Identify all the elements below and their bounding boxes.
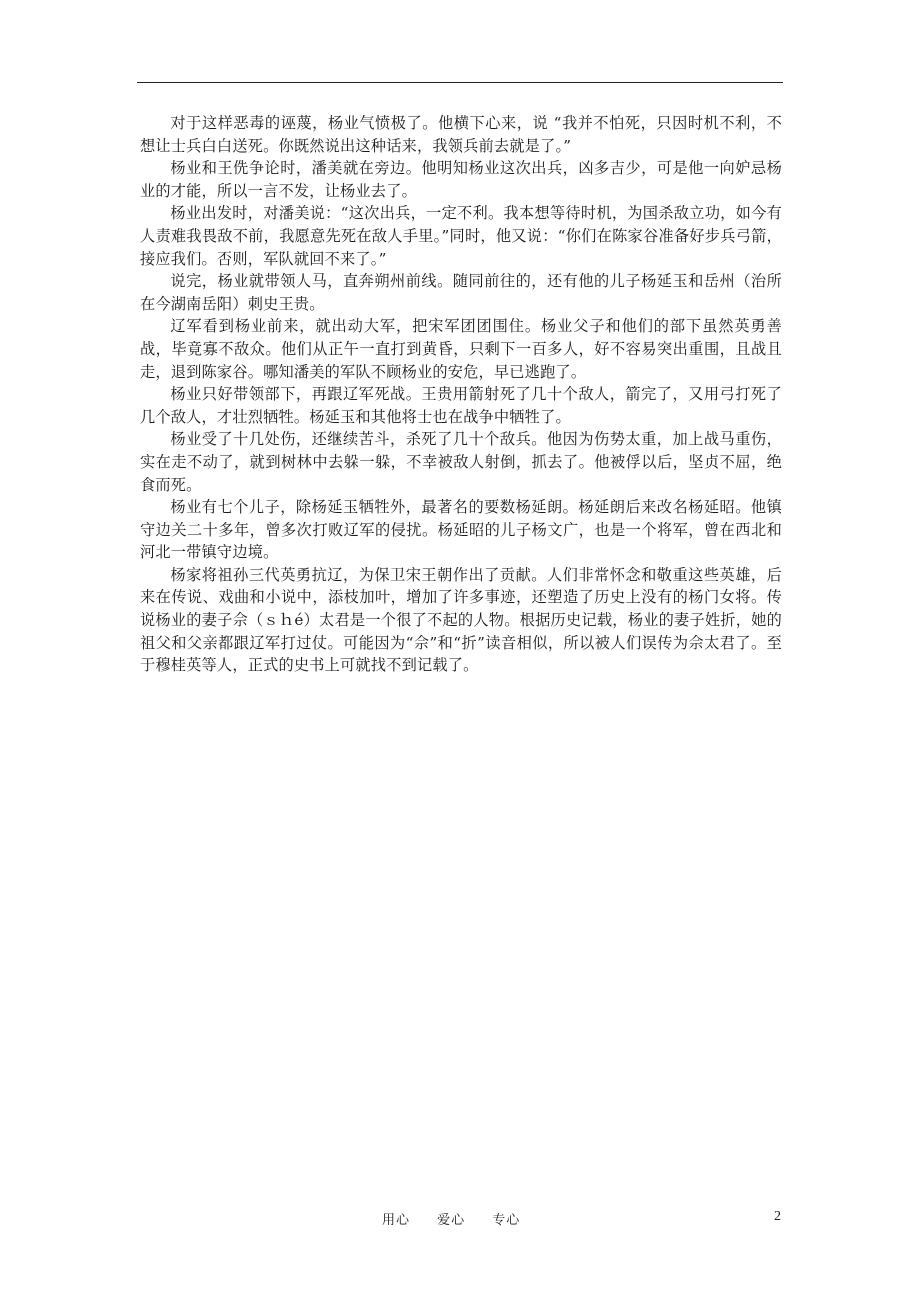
- document-body: [140, 112, 782, 677]
- paragraph: 杨业出发时，对潘美说：“这次出兵，一定不利。我本想等待时机，为国杀敌立功，如今有人责难我畏敌不前，我愿意先死在敌人手里。”同时，他又说：“你们在陈家谷准备好步兵弓箭，接应我们。否则，军队就回不来了。”: [140, 204, 782, 268]
- paragraph: 杨业有七个儿子，除杨延玉牺牲外，最著名的要数杨延朗。杨延朗后来改名杨延昭。他镇守边关二十多年，曾多次打败辽军的侵扰。杨延昭的儿子杨文广，也是一个将军，曾在西北和河北一带镇守边境。: [140, 498, 782, 562]
- header-rule: [137, 82, 783, 83]
- paragraph: 杨业和王侁争论时，潘美就在旁边。他明知杨业这次出兵，凶多吉少，可是他一向妒忌杨业的才能，所以一言不发，让杨业去了。: [140, 159, 782, 200]
- paragraph: 对于这样恶毒的诬蔑，杨业气愤极了。他横下心来，说 “我并不怕死，只因时机不利，不想让士兵白白送死。你既然说出这种话来，我领兵前去就是了。”: [140, 114, 782, 155]
- paragraph: 杨业受了十几处伤，还继续苦斗，杀死了几十个敌兵。他因为伤势太重，加上战马重伤，实在走不动了，就到树林中去躲一躲，不幸被敌人射倒，抓去了。他被俘以后，坚贞不屈，绝食而死。: [140, 430, 782, 494]
- page-number: 2: [774, 1209, 781, 1224]
- page-footer: [0, 1209, 920, 1231]
- paragraph: 辽军看到杨业前来，就出动大军，把宋军团团围住。杨业父子和他们的部下虽然英勇善战，毕竟寡不敌众。他们从正午一直打到黄昏，只剩下一百多人，好不容易突出重围，且战且走，退到陈家谷。哪知潘美的军队不顾杨业的安危，早已逃跑了。: [140, 317, 782, 381]
- paragraph: 杨家将祖孙三代英勇抗辽，为保卫宋王朝作出了贡献。人们非常怀念和敬重这些英雄，后来在传说、戏曲和小说中，添枝加叶，增加了许多事迹，还塑造了历史上没有的杨门女将。传说杨业的妻子佘（ｓｈé）太君是一个很了不起的人物。根据历史记载，杨业的妻子姓折，她的祖父和父亲都跟辽军打过仗。可能因为“佘”和“折”读音相似，所以被人们误传为佘太君了。至于穆桂英等人，正式的史书上可就找不到记载了。: [140, 565, 782, 675]
- paragraph: 杨业只好带领部下，再跟辽军死战。王贵用箭射死了几十个敌人，箭完了，又用弓打死了几个敌人，才壮烈牺牲。杨延玉和其他将士也在战争中牺牲了。: [140, 385, 782, 426]
- paragraph: 说完，杨业就带领人马，直奔朔州前线。随同前往的，还有他的儿子杨延玉和岳州（治所在今湖南岳阳）刺史王贵。: [140, 272, 782, 313]
- footer-motto: 用心 爱心 专心: [382, 1213, 521, 1228]
